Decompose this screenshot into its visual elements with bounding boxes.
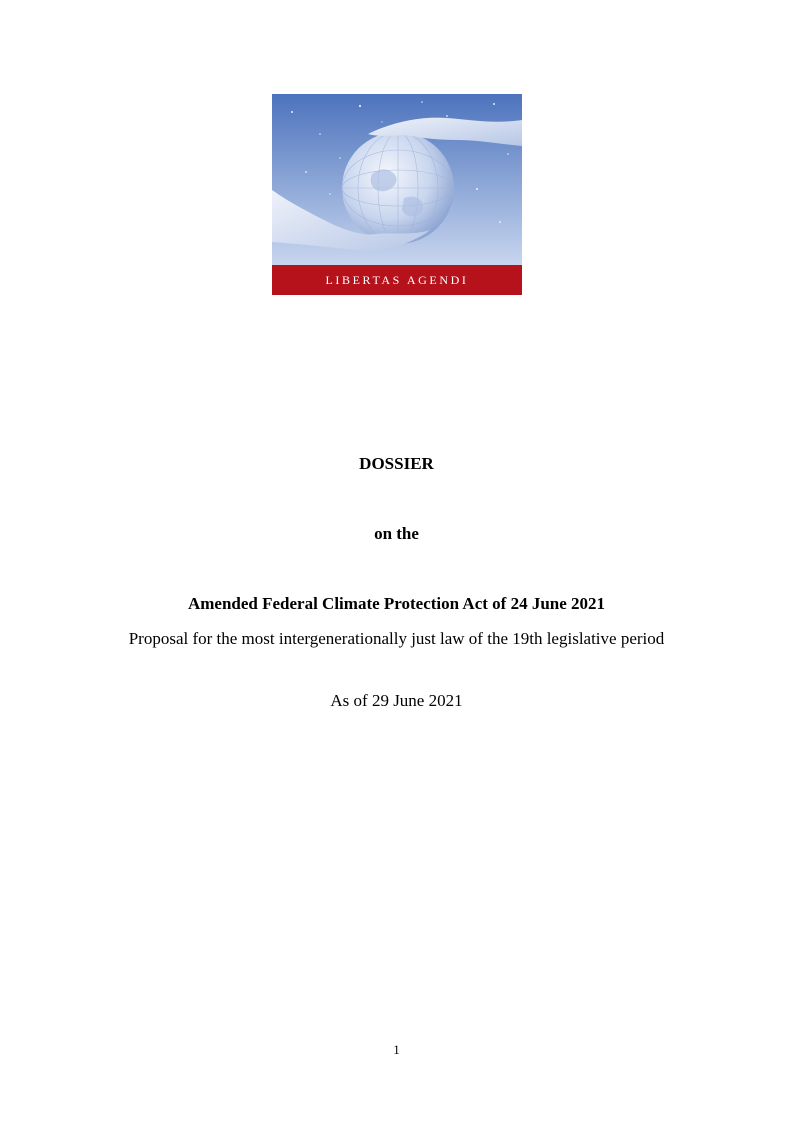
libertas-agendi-logo: [272, 94, 522, 295]
logo-brand-text: LIBERTAS AGENDI: [325, 272, 469, 287]
act-title: Amended Federal Climate Protection Act of 24 June 2021: [187, 594, 606, 613]
globe-hands-icon: [272, 94, 522, 295]
document-connector: on the: [374, 524, 419, 543]
document-date: As of 29 June 2021: [330, 691, 463, 710]
page-number: 1: [393, 1042, 400, 1057]
document-title: DOSSIER: [359, 454, 434, 473]
document-subtitle: Proposal for the most intergenerationally just law of the 19th legislative period: [128, 629, 665, 648]
